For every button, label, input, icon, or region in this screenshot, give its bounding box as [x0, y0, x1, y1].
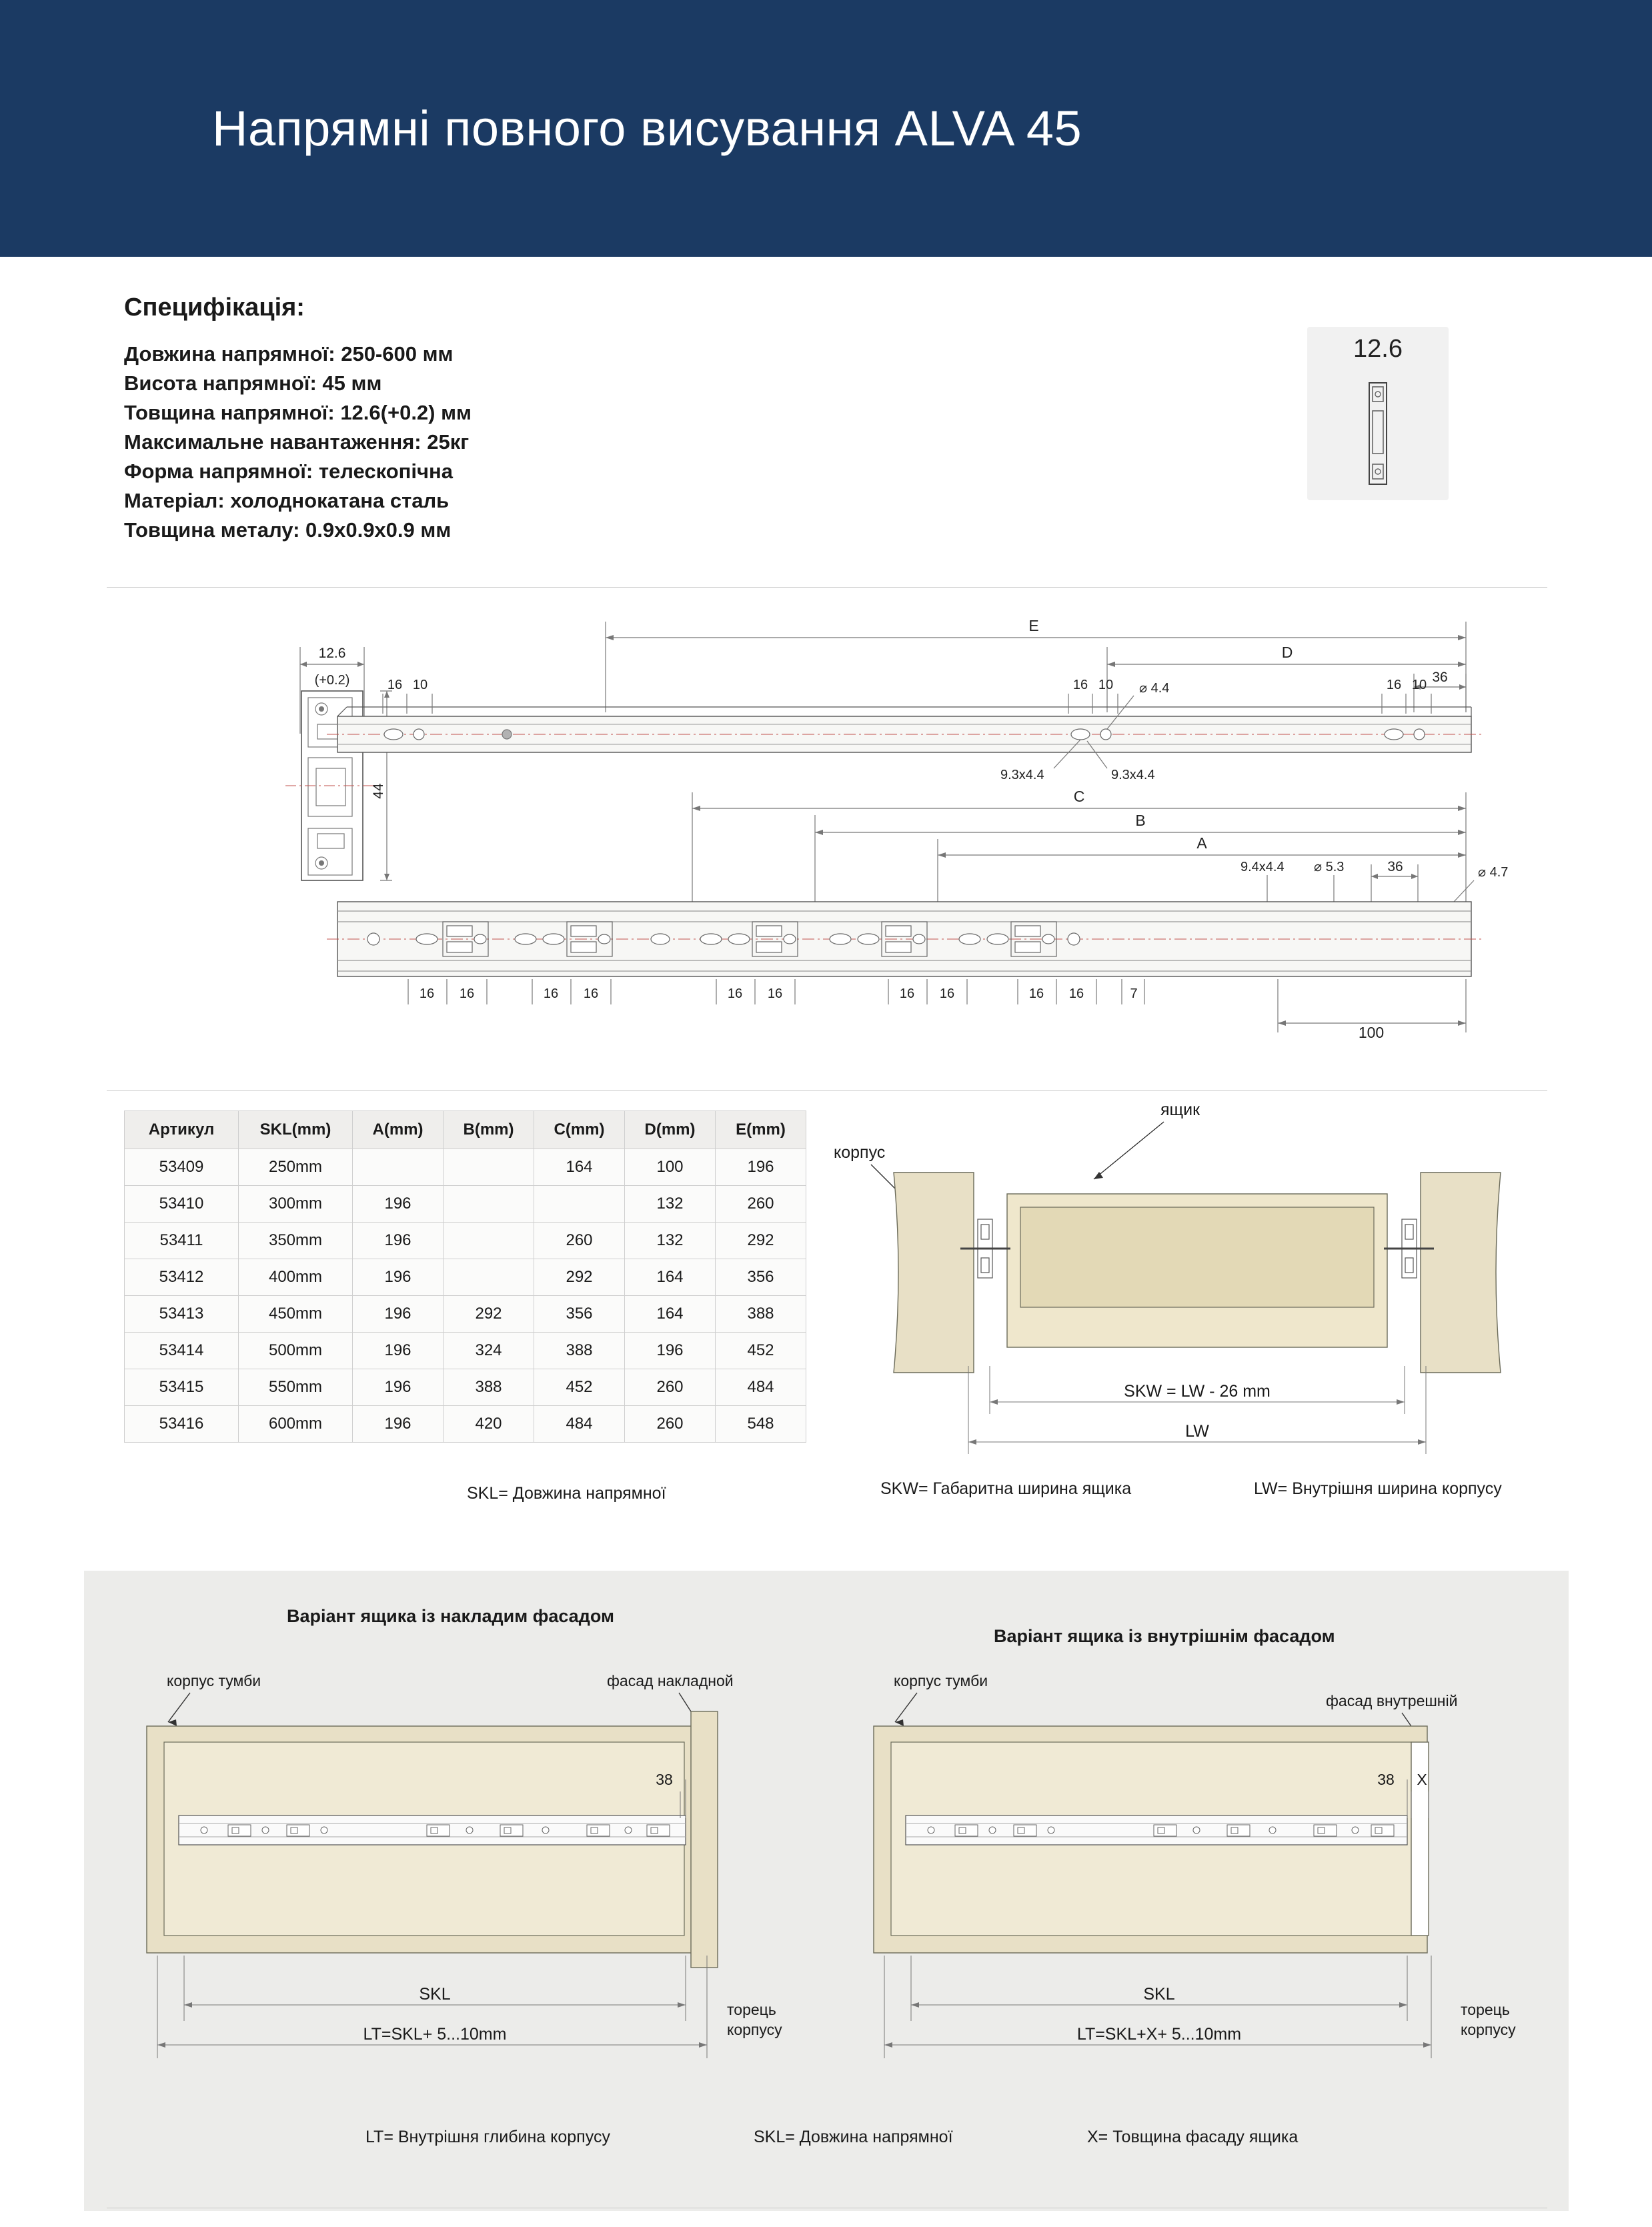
dim-skl-right: SKL	[1143, 1985, 1175, 2004]
divider-top	[107, 587, 1547, 588]
svg-text:12.6: 12.6	[318, 646, 346, 661]
cell-article: 53413	[125, 1296, 239, 1333]
cell-a: 196	[353, 1369, 444, 1406]
cell-e: 292	[716, 1223, 806, 1259]
label-end-left-2: корпусу	[727, 2021, 782, 2038]
svg-text:16: 16	[419, 986, 435, 1001]
label-case: корпус	[834, 1143, 886, 1162]
svg-text:44: 44	[371, 783, 386, 799]
table-note: SKL= Довжина напрямної	[467, 1484, 666, 1503]
cell-c: 388	[534, 1333, 625, 1369]
cell-a: 196	[353, 1333, 444, 1369]
cell-d: 100	[625, 1149, 716, 1186]
svg-text:9.3x4.4: 9.3x4.4	[1000, 768, 1044, 782]
table-header-row	[125, 1111, 806, 1149]
legend-x: X= Товщина фасаду ящика	[1087, 2128, 1299, 2146]
svg-text:16: 16	[1386, 678, 1402, 692]
drawer-width-diagram	[827, 1100, 1567, 1487]
svg-text:16: 16	[543, 986, 559, 1001]
svg-text:16: 16	[899, 986, 915, 1001]
cell-article: 53409	[125, 1149, 239, 1186]
label-cabinet-right: корпус тумби	[894, 1672, 988, 1689]
cell-b: 324	[444, 1333, 534, 1369]
svg-text:36: 36	[1387, 859, 1403, 874]
dim-lw: LW	[1185, 1422, 1209, 1441]
cell-skl: 550mm	[239, 1369, 353, 1406]
dim-38-right: 38	[1377, 1771, 1395, 1788]
spec-item-material: Матеріал: холоднокатана сталь	[124, 489, 450, 513]
svg-text:E: E	[1028, 617, 1039, 634]
cell-skl: 250mm	[239, 1149, 353, 1186]
th-e: E(mm)	[716, 1111, 806, 1149]
dim-x-right: X	[1417, 1771, 1427, 1788]
svg-text:16: 16	[939, 986, 955, 1001]
cell-c: 356	[534, 1296, 625, 1333]
cell-skl: 400mm	[239, 1259, 353, 1296]
th-skl: SKL(mm)	[239, 1111, 353, 1149]
svg-text:B: B	[1135, 812, 1146, 829]
technical-drawing	[107, 600, 1554, 1094]
cell-skl: 300mm	[239, 1186, 353, 1223]
table-row	[125, 1333, 806, 1369]
table-row	[125, 1369, 806, 1406]
legend-skw: SKW= Габаритна ширина ящика	[880, 1479, 1132, 1498]
cell-d: 260	[625, 1406, 716, 1443]
svg-text:16: 16	[1072, 678, 1088, 692]
page-header	[0, 0, 1652, 257]
rail-profile-mini-icon	[1355, 380, 1401, 487]
cell-article: 53411	[125, 1223, 239, 1259]
overlay-front-variant-drawing	[120, 1667, 827, 2108]
cell-e: 484	[716, 1369, 806, 1406]
cell-article: 53415	[125, 1369, 239, 1406]
cell-skl: 600mm	[239, 1406, 353, 1443]
thickness-badge	[1307, 327, 1449, 500]
svg-text:16: 16	[1068, 986, 1084, 1001]
spec-item-load: Максимальне навантаження: 25кг	[124, 430, 470, 454]
cell-a: 196	[353, 1223, 444, 1259]
cell-skl: 350mm	[239, 1223, 353, 1259]
cell-b	[444, 1149, 534, 1186]
thickness-badge-value: 12.6	[1353, 335, 1403, 363]
dim-skl-left: SKL	[419, 1985, 451, 2004]
cell-b	[444, 1259, 534, 1296]
cell-d: 164	[625, 1296, 716, 1333]
spec-item-length: Довжина напрямної: 250-600 мм	[124, 342, 454, 365]
svg-text:⌀ 4.7: ⌀ 4.7	[1478, 865, 1509, 880]
cell-article: 53416	[125, 1406, 239, 1443]
label-end-right: торець	[1461, 2001, 1510, 2018]
cell-b	[444, 1186, 534, 1223]
svg-text:⌀ 5.3: ⌀ 5.3	[1314, 860, 1345, 874]
th-a: A(mm)	[353, 1111, 444, 1149]
svg-text:(+0.2): (+0.2)	[314, 673, 350, 688]
svg-text:9.4x4.4: 9.4x4.4	[1241, 860, 1285, 874]
inset-front-variant-drawing	[847, 1667, 1554, 2108]
panel-title-left: Варіант ящика із накладим фасадом	[287, 1606, 614, 1626]
cell-article: 53412	[125, 1259, 239, 1296]
cell-c: 452	[534, 1369, 625, 1406]
spec-item-thickness: Товщина напрямної: 12.6(+0.2) мм	[124, 401, 472, 425]
svg-text:10: 10	[412, 678, 428, 692]
svg-text:16: 16	[583, 986, 599, 1001]
table-row	[125, 1259, 806, 1296]
cell-c: 260	[534, 1223, 625, 1259]
cell-skl: 450mm	[239, 1296, 353, 1333]
svg-text:10: 10	[1411, 678, 1427, 692]
th-c: C(mm)	[534, 1111, 625, 1149]
svg-text:9.3x4.4: 9.3x4.4	[1111, 768, 1155, 782]
label-front-right: фасад внутрешній	[1326, 1692, 1458, 1709]
svg-text:7: 7	[1130, 986, 1138, 1001]
cell-article: 53410	[125, 1186, 239, 1223]
cell-a: 196	[353, 1406, 444, 1443]
svg-text:16: 16	[767, 986, 783, 1001]
cell-e: 260	[716, 1186, 806, 1223]
cell-c: 292	[534, 1259, 625, 1296]
cell-a	[353, 1149, 444, 1186]
table-row	[125, 1186, 806, 1223]
cell-d: 196	[625, 1333, 716, 1369]
svg-text:D: D	[1281, 644, 1293, 661]
label-front-left: фасад накладной	[607, 1672, 734, 1689]
label-drawer: ящик	[1160, 1100, 1200, 1119]
cell-c	[534, 1186, 625, 1223]
cell-b: 292	[444, 1296, 534, 1333]
cell-b	[444, 1223, 534, 1259]
svg-text:16: 16	[727, 986, 743, 1001]
cell-a: 196	[353, 1186, 444, 1223]
label-end-left: торець	[727, 2001, 776, 2018]
label-cabinet-left: корпус тумби	[167, 1672, 261, 1689]
panel-title-right: Варіант ящика із внутрішнім фасадом	[994, 1626, 1335, 1646]
cell-e: 388	[716, 1296, 806, 1333]
legend-lt: LT= Внутрішня глибина корпусу	[365, 2128, 610, 2146]
spec-item-metal-thickness: Товщина металу: 0.9x0.9x0.9 мм	[124, 518, 452, 542]
svg-text:10: 10	[1098, 678, 1114, 692]
cell-e: 548	[716, 1406, 806, 1443]
cell-a: 196	[353, 1296, 444, 1333]
legend-skl: SKL= Довжина напрямної	[754, 2128, 953, 2146]
cell-d: 260	[625, 1369, 716, 1406]
cell-c: 164	[534, 1149, 625, 1186]
legend-lw: LW= Внутрішня ширина корпусу	[1254, 1479, 1502, 1498]
cell-c: 484	[534, 1406, 625, 1443]
cell-e: 356	[716, 1259, 806, 1296]
svg-text:16: 16	[1028, 986, 1044, 1001]
dim-38-left: 38	[656, 1771, 673, 1788]
table-row	[125, 1296, 806, 1333]
table-row	[125, 1149, 806, 1186]
svg-text:100: 100	[1358, 1024, 1385, 1041]
specification-title: Специфікація:	[124, 293, 305, 321]
dimensions-table	[124, 1110, 806, 1443]
svg-text:16: 16	[459, 986, 475, 1001]
spec-item-height: Висота напрямної: 45 мм	[124, 372, 382, 396]
cell-a: 196	[353, 1259, 444, 1296]
svg-text:C: C	[1073, 788, 1085, 805]
cell-b: 420	[444, 1406, 534, 1443]
svg-text:A: A	[1196, 834, 1207, 852]
label-end-right-2: корпусу	[1461, 2021, 1516, 2038]
svg-text:⌀ 4.4: ⌀ 4.4	[1139, 681, 1170, 696]
cell-e: 452	[716, 1333, 806, 1369]
cell-skl: 500mm	[239, 1333, 353, 1369]
th-b: B(mm)	[444, 1111, 534, 1149]
th-article: Артикул	[125, 1111, 239, 1149]
table-row	[125, 1223, 806, 1259]
dim-lt-right: LT=SKL+X+ 5...10mm	[1076, 2025, 1242, 2044]
cell-d: 132	[625, 1223, 716, 1259]
cell-article: 53414	[125, 1333, 239, 1369]
spec-table-wrap	[124, 1110, 806, 1443]
th-d: D(mm)	[625, 1111, 716, 1149]
spec-item-form: Форма напрямної: телескопічна	[124, 460, 453, 484]
cell-d: 132	[625, 1186, 716, 1223]
dim-skw: SKW = LW - 26 mm	[1124, 1382, 1271, 1401]
cell-e: 196	[716, 1149, 806, 1186]
cell-d: 164	[625, 1259, 716, 1296]
page-title: Напрямні повного висування ALVA 45	[212, 101, 1082, 156]
dim-lt-left: LT=SKL+ 5...10mm	[363, 2025, 507, 2044]
table-row	[125, 1406, 806, 1443]
svg-text:16: 16	[387, 678, 403, 692]
cell-b: 388	[444, 1369, 534, 1406]
divider-middle	[107, 1090, 1547, 1091]
svg-text:36: 36	[1432, 670, 1448, 685]
